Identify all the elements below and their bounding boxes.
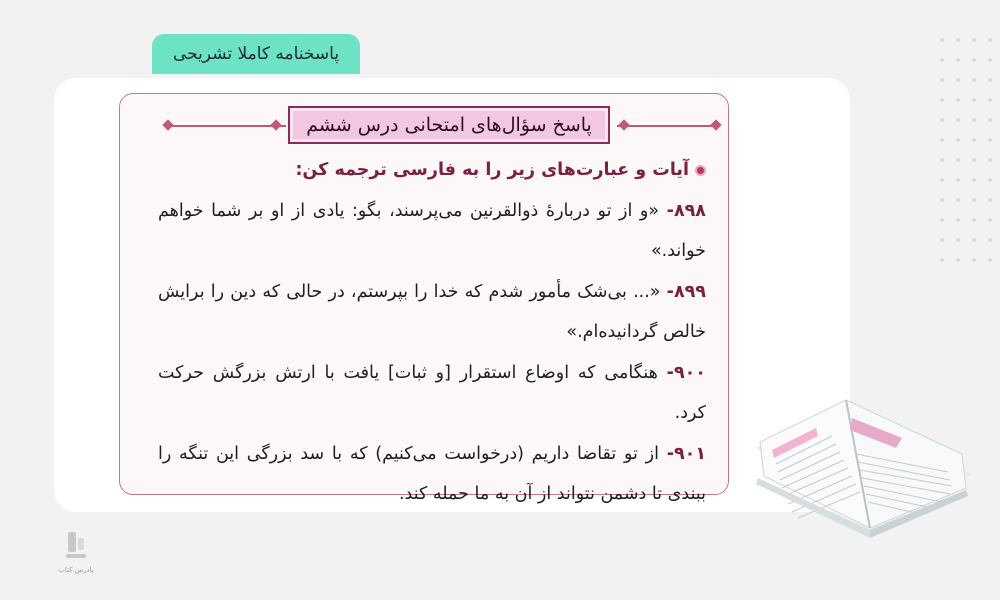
question-item [158, 353, 706, 434]
question-text: از تو تقاضا داریم (درخواست می‌کنیم) که با سد بزرگی این تنگه را ببندی تا دشمن نتواند از آن به ما حمله کند. [158, 443, 706, 504]
question-item [158, 191, 706, 272]
question-number: ۸۹۸- [666, 200, 706, 221]
question-number: ۹۰۱- [666, 443, 706, 464]
rule-ornament [270, 119, 281, 130]
title-rule-left [168, 125, 286, 127]
section-title [288, 106, 610, 144]
question-item [158, 272, 706, 353]
answer-panel [119, 93, 729, 504]
title-rule-right [617, 125, 717, 127]
bullet-icon [695, 165, 706, 176]
section-title-text: پاسخ سؤال‌های امتحانی درس ششم [306, 114, 592, 136]
rule-ornament [618, 119, 629, 130]
answer-key-tag-label: پاسخنامه کاملا تشریحی [172, 44, 340, 64]
rule-ornament [710, 119, 721, 130]
question-text: «و از تو دربارهٔ ذوالقرنین می‌پرسند، بگو: یادی از او بر شما خواهم خواند.» [158, 200, 706, 261]
brand-logo-text: پادرس کتاب [58, 566, 94, 574]
answer-key-tag [152, 34, 360, 74]
rule-ornament [162, 119, 173, 130]
brand-logo-icon [60, 528, 92, 568]
question-number: ۸۹۹- [666, 281, 706, 302]
question-item [158, 434, 706, 515]
open-book-icon [752, 378, 982, 546]
question-list [158, 150, 706, 515]
instruction [158, 150, 706, 191]
question-text: هنگامی که اوضاع استقرار [و ثبات] یافت با ارتش بزرگش حرکت کرد. [158, 362, 706, 423]
question-text: «... بی‌شک مأمور شدم که خدا را بپرستم، در حالی که دین را برایش خالص گردانیده‌ام.» [158, 281, 706, 342]
instruction-text: آیات و عبارت‌های زیر را به فارسی ترجمه کن: [295, 160, 689, 180]
question-number: ۹۰۰- [666, 362, 706, 383]
